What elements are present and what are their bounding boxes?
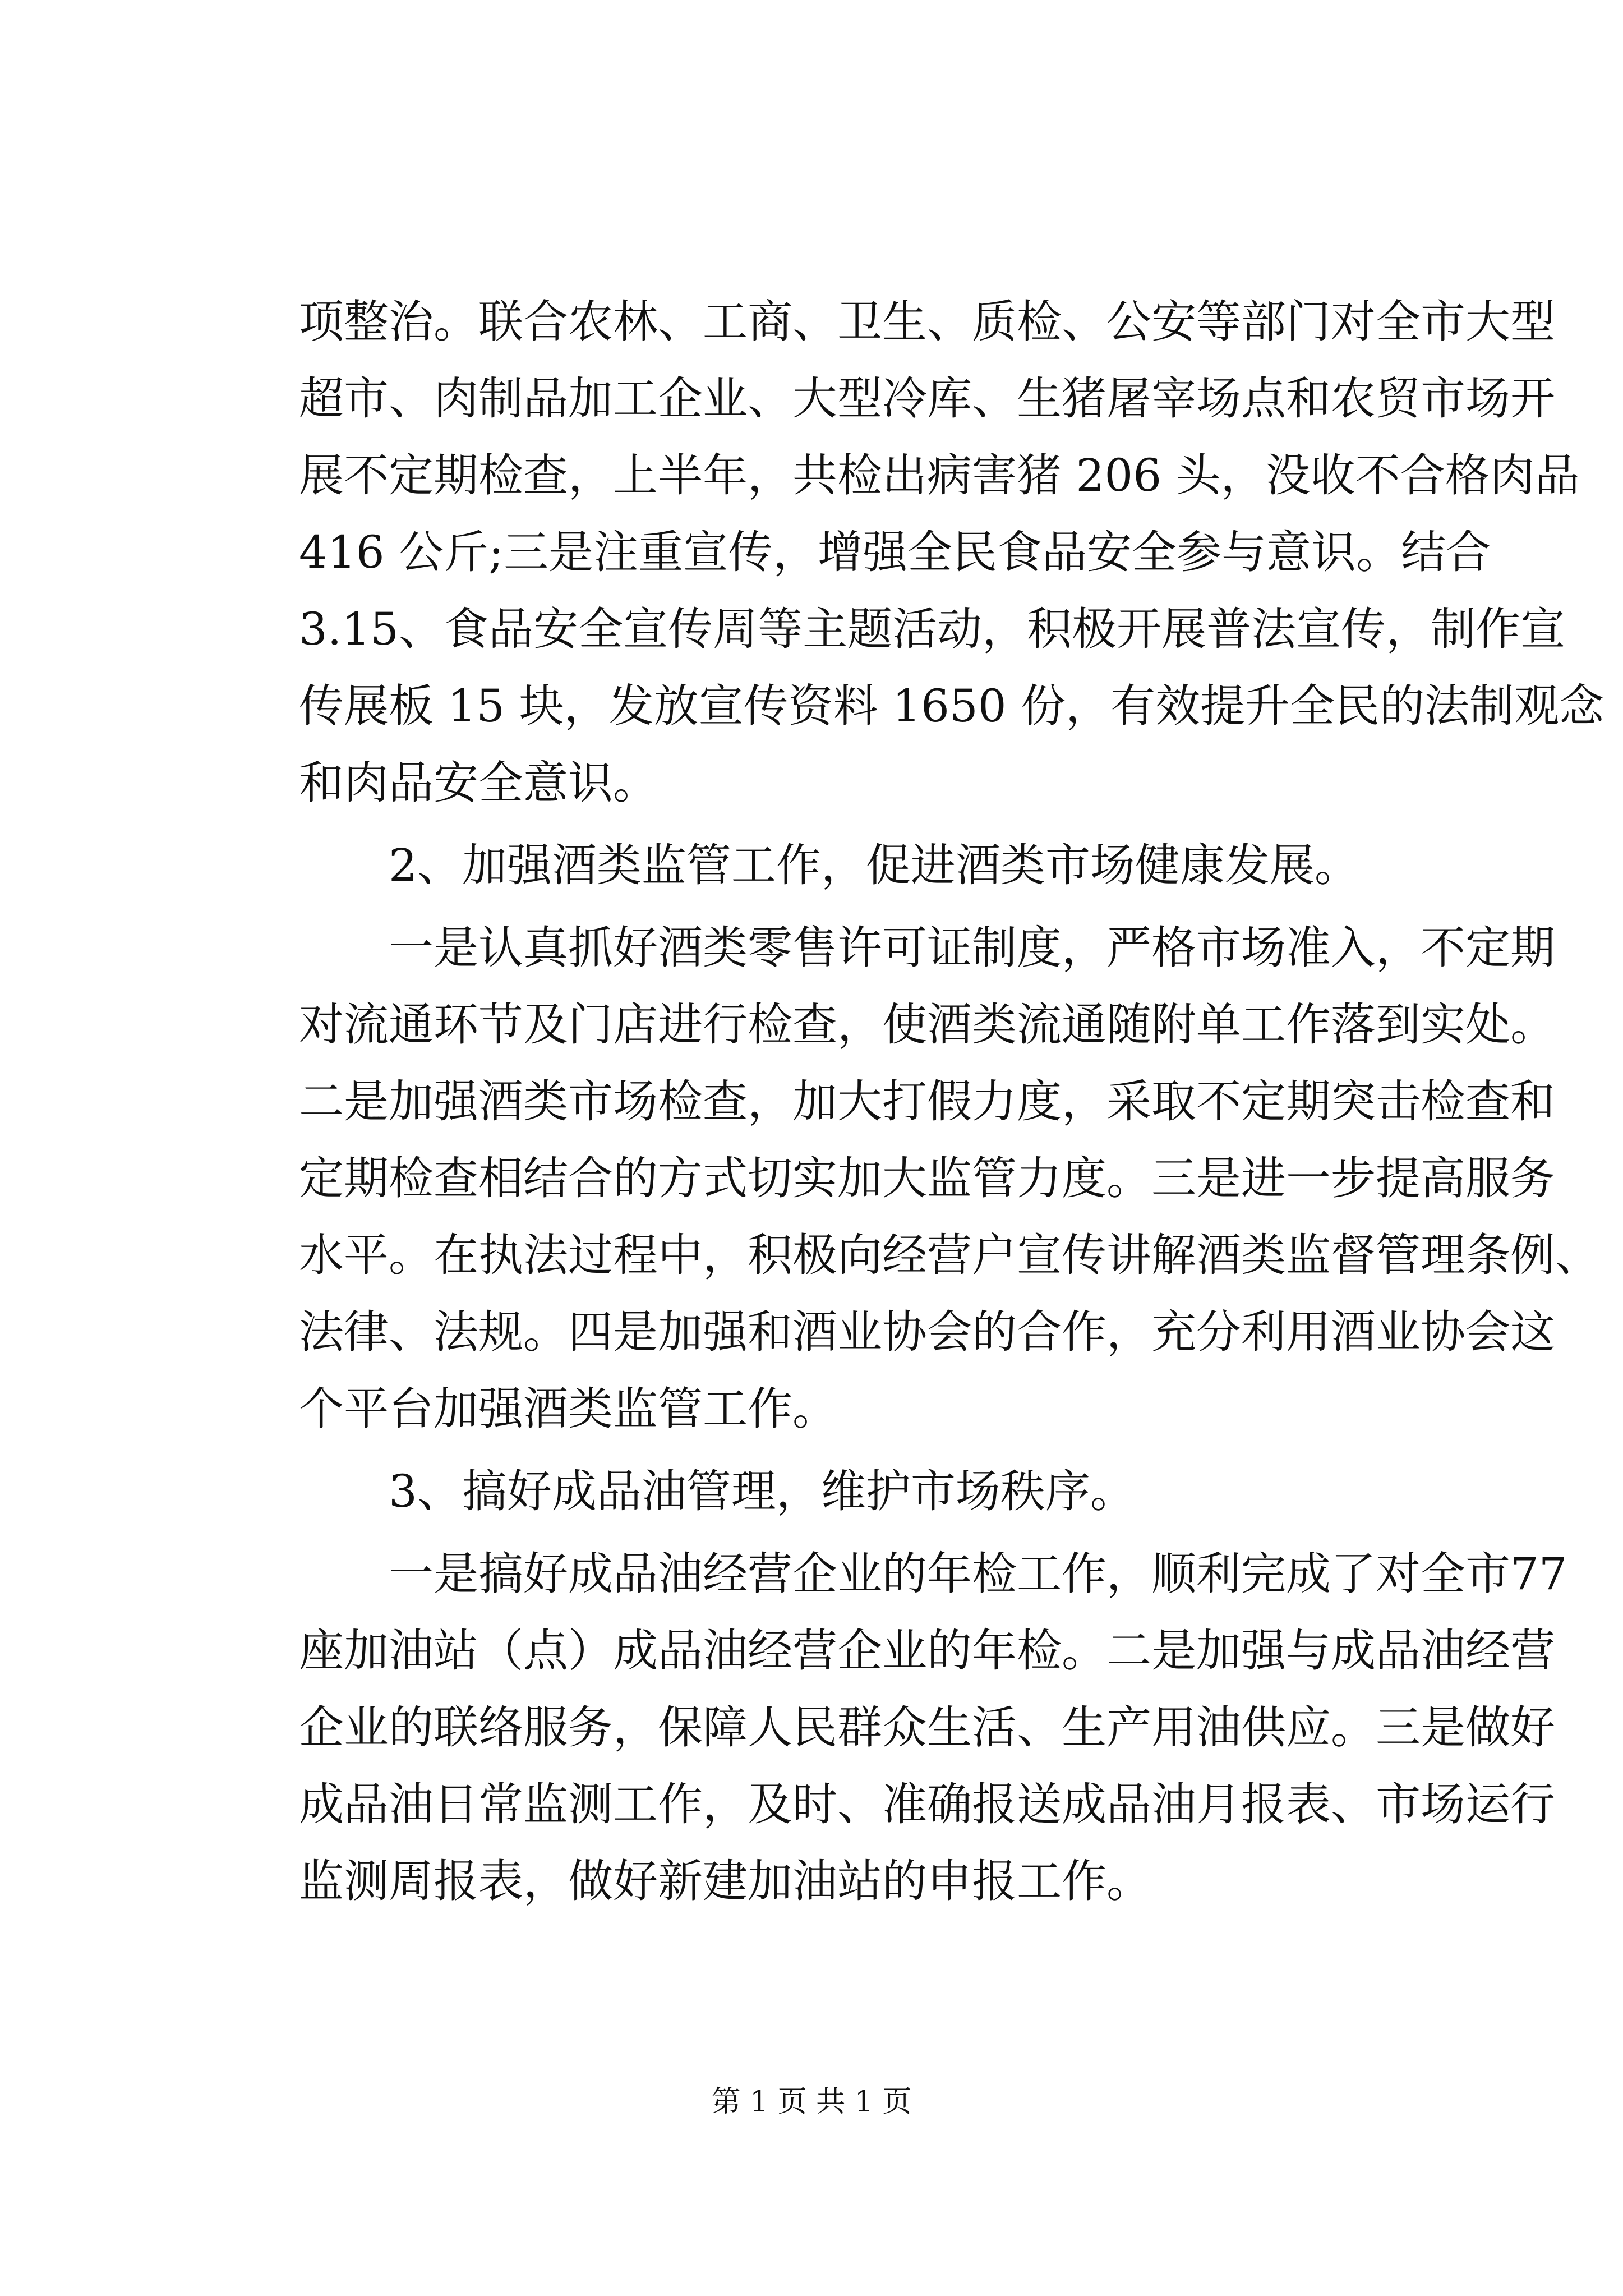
body-text-line: 项整治。联合农林、工商、卫生、质检、公安等部门对全市大型 <box>299 296 1555 348</box>
body-text-line: 416 公斤;三是注重宣传，增强全民食品安全参与意识。结合 <box>299 526 1491 578</box>
body-text-line: 成品油日常监测工作，及时、准确报送成品油月报表、市场运行 <box>299 1778 1555 1830</box>
body-text-line: 和肉品安全意识。 <box>299 757 658 809</box>
section-heading: 2、加强酒类监管工作，促进酒类市场健康发展。 <box>299 839 1359 891</box>
body-text-line: 传展板 15 块，发放宣传资料 1650 份，有效提升全民的法制观念 <box>299 680 1604 732</box>
body-text-line: 二是加强酒类市场检查，加大打假力度，采取不定期突击检查和 <box>299 1075 1555 1128</box>
body-text-line: 定期检查相结合的方式切实加大监管力度。三是进一步提高服务 <box>299 1152 1555 1204</box>
body-text-line: 展不定期检查，上半年，共检出病害猪 206 头，没收不合格肉品 <box>299 449 1580 501</box>
body-text-line: 座加油站（点）成品油经营企业的年检。二是加强与成品油经营 <box>299 1625 1555 1677</box>
body-text-line: 监测周报表，做好新建加油站的申报工作。 <box>299 1855 1151 1907</box>
body-text-line: 个平台加强酒类监管工作。 <box>299 1383 837 1435</box>
body-text-line: 法律、法规。四是加强和酒业协会的合作，充分利用酒业协会这 <box>299 1306 1555 1358</box>
body-text-line: 对流通环节及门店进行检查，使酒类流通随附单工作落到实处。 <box>299 999 1555 1051</box>
body-text-line: 一是认真抓好酒类零售许可证制度，严格市场准入，不定期 <box>299 922 1555 974</box>
body-text-line: 3.15、食品安全宣传周等主题活动，积极开展普法宣传，制作宣 <box>299 603 1566 655</box>
body-text-line: 企业的联络服务，保障人民群众生活、生产用油供应。三是做好 <box>299 1701 1555 1754</box>
page-footer: 第 1 页 共 1 页 <box>711 2085 912 2119</box>
body-text-line: 水平。在执法过程中，积极向经营户宣传讲解酒类监督管理条例、 <box>299 1229 1600 1281</box>
body-text-line: 一是搞好成品油经营企业的年检工作，顺利完成了对全市77 <box>299 1548 1567 1600</box>
section-heading: 3、搞好成品油管理，维护市场秩序。 <box>299 1465 1135 1517</box>
body-text-line: 超市、肉制品加工企业、大型冷库、生猪屠宰场点和农贸市场开 <box>299 372 1555 425</box>
